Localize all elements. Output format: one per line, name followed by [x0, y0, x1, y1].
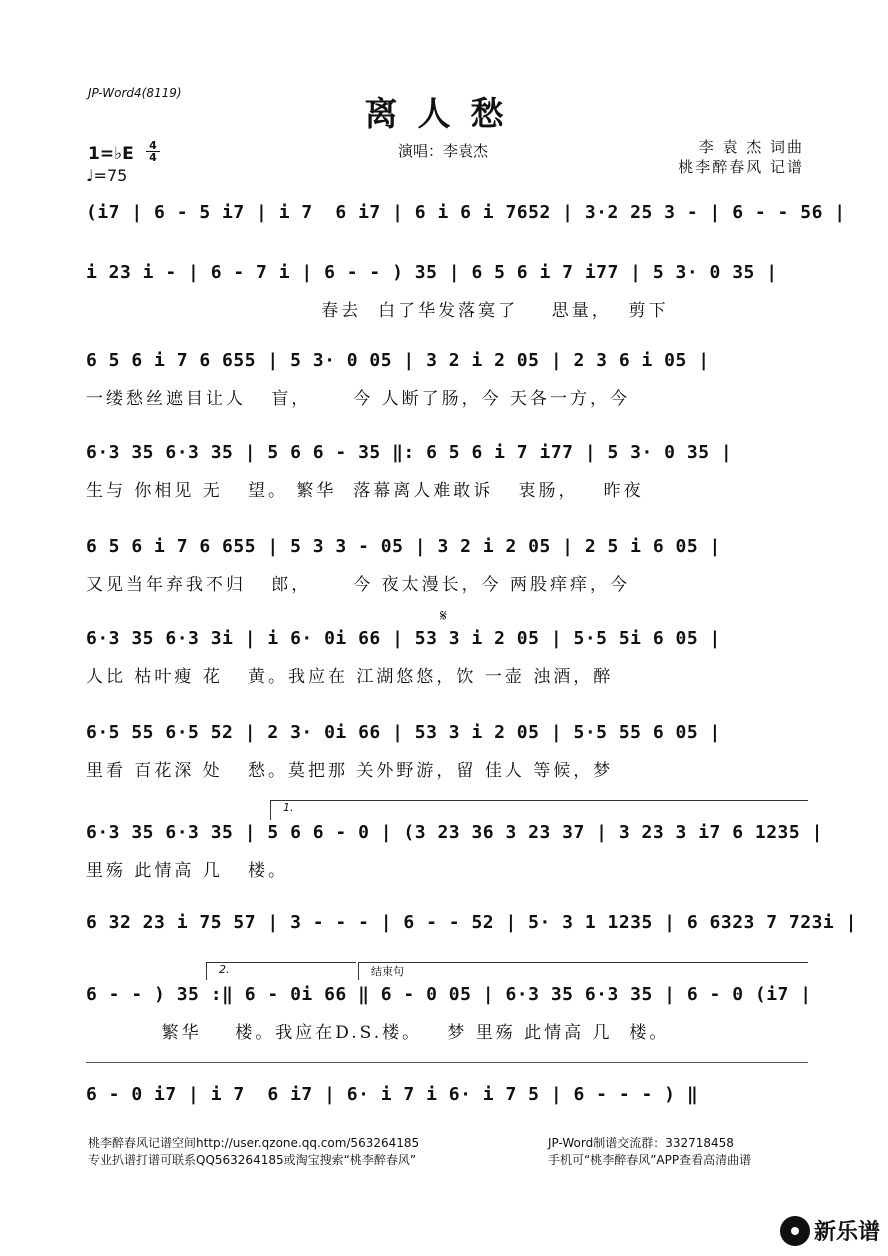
segno-sign: 𝄋: [440, 606, 447, 625]
staff-line: [86, 262, 808, 350]
song-title: 离人愁: [364, 94, 524, 133]
footer-group: JP-Word制谱交流群：332718458: [548, 1136, 734, 1150]
staff-notes: 6 - - ) 35 :‖ 6 - 0i 66 ‖ 6 - 0 05 | 6·3 35 6·3 35 | 6 - 0 (i7 |: [86, 984, 812, 1005]
final-line-bracket: [86, 1062, 808, 1063]
staff-lyrics: 一缕愁丝遮目让人 盲， 今 人断了肠，今 天各一方，今: [86, 389, 631, 409]
footer-contact: 专业扒谱打谱可联系QQ563264185或淘宝搜索“桃李醉春风”: [88, 1153, 417, 1167]
time-signature-top: 4: [146, 140, 160, 152]
vinyl-disc-icon: [780, 1216, 810, 1246]
staff-notes: 6 5 6 i 7 6 655 | 5 3· 0 05 | 3 2 i 2 05 | 2 3 6 i 05 |: [86, 350, 710, 371]
software-source-label: JP-Word4(8119): [88, 86, 182, 100]
footer-app: 手机可“桃李醉春风”APP查看高清曲谱: [548, 1153, 752, 1167]
staff-lyrics: 春去 白了华发落寞了 思量， 剪下: [86, 301, 669, 321]
singer-credit: 演唱：李袁杰: [398, 142, 489, 160]
tempo-marking: ♩=75: [86, 166, 128, 185]
staff-notes: 6 5 6 i 7 6 655 | 5 3 3 - 05 | 3 2 i 2 05 | 2 5 i 6 05 |: [86, 536, 721, 557]
staff-line: [86, 536, 808, 624]
staff-lyrics: 人比 枯叶瘦 花 黄。我应在 江湖悠悠，饮 一壶 浊酒，醉: [86, 667, 614, 687]
staff-notes: 6·3 35 6·3 3i | i 6· 0i 66 | 53 3 i 2 05 | 5·5 5i 6 05 |: [86, 628, 721, 649]
staff-line: [86, 984, 812, 1072]
lyricist-credit: 李 袁 杰 词曲: [698, 138, 804, 156]
staff-notes: (i7 | 6 - 5 i7 | i 7 6 i7 | 6 i 6 i 7652 | 3·2 25 3 - | 6 - - 56 |: [86, 202, 846, 223]
transcriber-credit: 桃李醉春风 记谱: [678, 158, 804, 176]
staff-notes: 6 - 0 i7 | i 7 6 i7 | 6· i 7 i 6· i 7 5 | 6 - - - ) ‖: [86, 1084, 699, 1105]
time-signature: [146, 140, 160, 163]
staff-lyrics: 里殇 此情高 几 楼。: [86, 861, 289, 881]
staff-line: [86, 722, 808, 810]
staff-line: [86, 628, 808, 716]
volta-second-ending: 2.: [206, 962, 356, 980]
staff-notes: 6·3 35 6·3 35 | 5 6 6 - 35 ‖: 6 5 6 i 7 i77 | 5 3· 0 35 |: [86, 442, 733, 463]
footer-homepage: 桃李醉春风记谱空间http://user.qzone.qq.com/563264185: [88, 1136, 420, 1150]
site-logo-text: 新乐谱: [813, 1220, 880, 1245]
staff-notes: 6·5 55 6·5 52 | 2 3· 0i 66 | 53 3 i 2 05 | 5·5 55 6 05 |: [86, 722, 721, 743]
site-logo: [780, 1215, 880, 1246]
staff-line: [86, 442, 808, 530]
key-signature: 1=♭E: [88, 144, 134, 164]
staff-line: [86, 822, 823, 910]
volta-first-ending: 1.: [270, 800, 808, 820]
time-signature-bottom: 4: [149, 151, 157, 164]
staff-notes: i 23 i - | 6 - 7 i | 6 - - ) 35 | 6 5 6 i 7 i77 | 5 3· 0 35 |: [86, 262, 778, 283]
staff-line: [86, 350, 808, 438]
ending-phrase-bracket: 结束句: [358, 962, 808, 980]
staff-lyrics: 又见当年弃我不归 郎， 今 夜太漫长，今 两股痒痒，今: [86, 575, 631, 595]
staff-lyrics: 繁华 楼。我应在D.S.楼。 梦 里殇 此情高 几 楼。: [86, 1023, 670, 1043]
staff-notes: 6·3 35 6·3 35 | 5 6 6 - 0 | (3 23 36 3 23 37 | 3 23 3 i7 6 1235 |: [86, 822, 823, 843]
staff-notes: 6 32 23 i 75 57 | 3 - - - | 6 - - 52 | 5· 3 1 1235 | 6 6323 7 723i |: [86, 912, 857, 933]
staff-lyrics: 生与 你相见 无 望。 繁华 落幕离人难敢诉 衷肠， 昨夜: [86, 481, 644, 501]
staff-lyrics: 里看 百花深 处 愁。莫把那 关外野游，留 佳人 等候，梦: [86, 761, 614, 781]
